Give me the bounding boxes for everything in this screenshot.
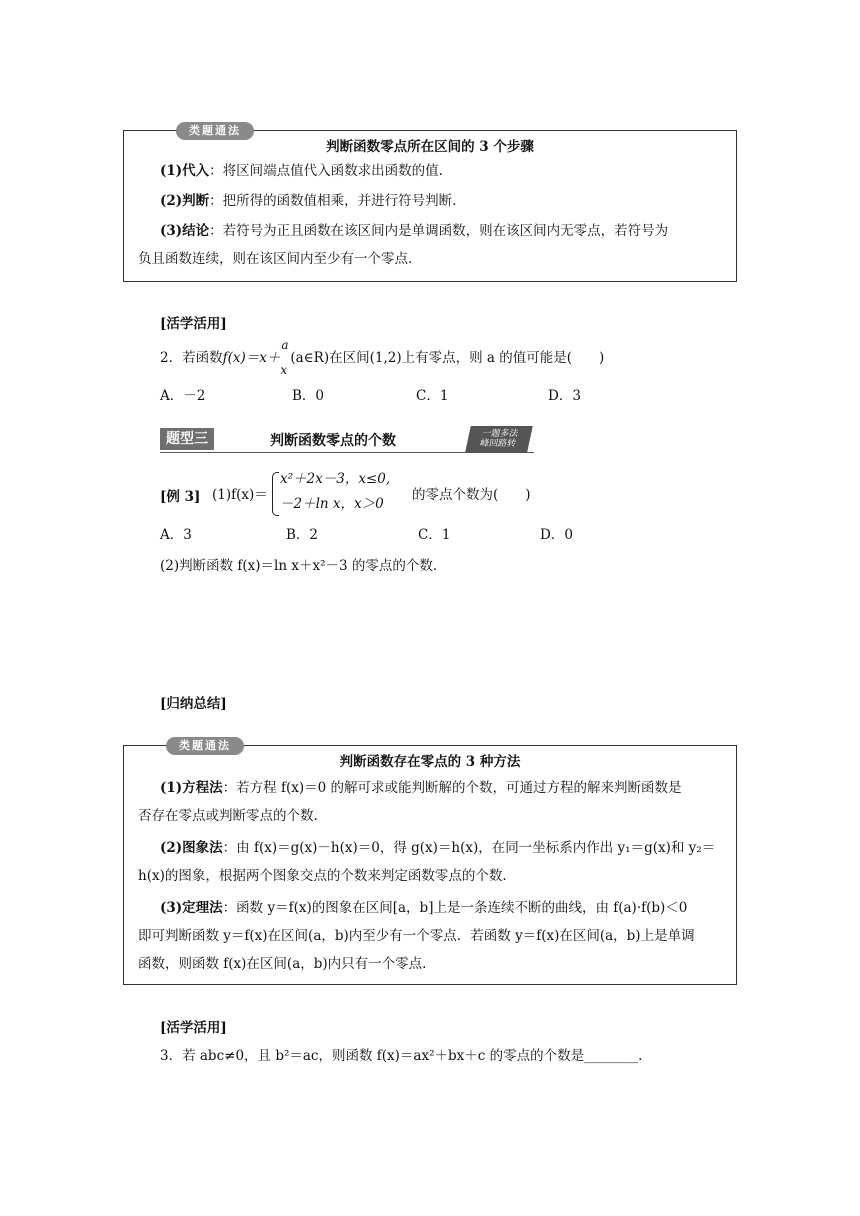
box1-step-2: (2)判断：把所得的函数值相乘，并进行符号判断. [160, 193, 457, 209]
example-part1-suffix: 的零点个数为( ) [412, 487, 531, 503]
box2-method-3: (3)定理法：函数 y＝f(x)的图象在区间[a，b]上是一条连续不断的曲线，由 f(a)·f(b)＜0 [160, 900, 688, 916]
practice-question-3: 3．若 abc≠0，且 b²＝ac，则函数 f(x)＝ax²＋bx＋c 的零点的个数是________. [160, 1048, 643, 1064]
practice-heading-2: [活学活用] [160, 1020, 227, 1036]
piecewise-case-2: －2＋ln x，x＞0 [280, 496, 384, 512]
box1-step-3: (3)结论：若符号为正且函数在该区间内是单调函数，则在该区间内无零点，若符号为 [160, 223, 669, 239]
example-part1-prefix: (1)f(x)＝ [212, 487, 268, 503]
tag-line [123, 745, 165, 746]
tag-line [123, 130, 173, 131]
box2-method-3-cont-1: 即可判断函数 y＝f(x)在区间(a，b)内至少有一个零点．若函数 y＝f(x)在区间(a，b)上是单调 [138, 928, 695, 944]
box2-method-1: (1)方程法：若方程 f(x)＝0 的解可求或能判断解的个数，可通过方程的解来判断函数是 [160, 780, 682, 796]
box2-method-3-cont-2: 函数，则函数 f(x)在区间(a，b)内只有一个零点. [138, 956, 427, 972]
section-banner [160, 428, 534, 452]
box1-step-1: (1)代入：将区间端点值代入函数求出函数的值. [160, 163, 443, 179]
method-box-1-title: 判断函数零点所在区间的 3 个步骤 [326, 139, 534, 155]
summary-heading: [归纳总结] [160, 696, 227, 712]
piecewise-brace [272, 472, 279, 516]
piecewise-case-1: x²＋2x－3，x≤0, [280, 471, 391, 487]
example-option-a: A．3 [160, 527, 192, 543]
banner-title: 判断函数零点的个数 [270, 433, 396, 449]
method-box-2 [123, 745, 737, 985]
practice-option-a: A．－2 [160, 388, 206, 404]
banner-underline [160, 452, 534, 453]
example-option-d: D．0 [540, 527, 573, 543]
example-option-c: C．1 [418, 527, 451, 543]
box2-method-2: (2)图象法：由 f(x)＝g(x)－h(x)＝0，得 g(x)＝h(x)，在同一坐标系内作出 y₁＝g(x)和 y₂＝ [160, 840, 716, 856]
method-box-2-title: 判断函数存在零点的 3 种方法 [339, 754, 521, 770]
method-tag-2: 类题通法 [166, 737, 244, 755]
method-tag-1: 类题通法 [176, 122, 254, 140]
example-label: [例 3] [160, 489, 201, 505]
banner-label: 题型三 [160, 428, 214, 450]
practice-option-b: B．0 [292, 388, 325, 404]
method-box-1 [123, 130, 737, 282]
box2-method-2-cont: h(x)的图象，根据两个图象交点的个数来判定函数零点的个数. [138, 868, 507, 884]
practice-option-d: D．3 [548, 388, 581, 404]
practice-question-2: 2．若函数f(x)＝x＋ a x (a∈R)在区间(1,2)上有零点，则 a 的值可能是( ) [160, 338, 605, 377]
box1-step-3-cont: 负且函数连续，则在该区间内至少有一个零点. [138, 251, 413, 267]
practice-option-c: C．1 [416, 388, 449, 404]
practice-heading-1: [活学活用] [160, 316, 227, 332]
box2-method-1-cont: 否存在零点或判断零点的个数. [138, 808, 318, 824]
banner-stamp: 一题多法 峰回路转 [465, 426, 533, 452]
example-part2: (2)判断函数 f(x)＝ln x＋x²－3 的零点的个数. [160, 558, 438, 574]
example-option-b: B．2 [286, 527, 319, 543]
